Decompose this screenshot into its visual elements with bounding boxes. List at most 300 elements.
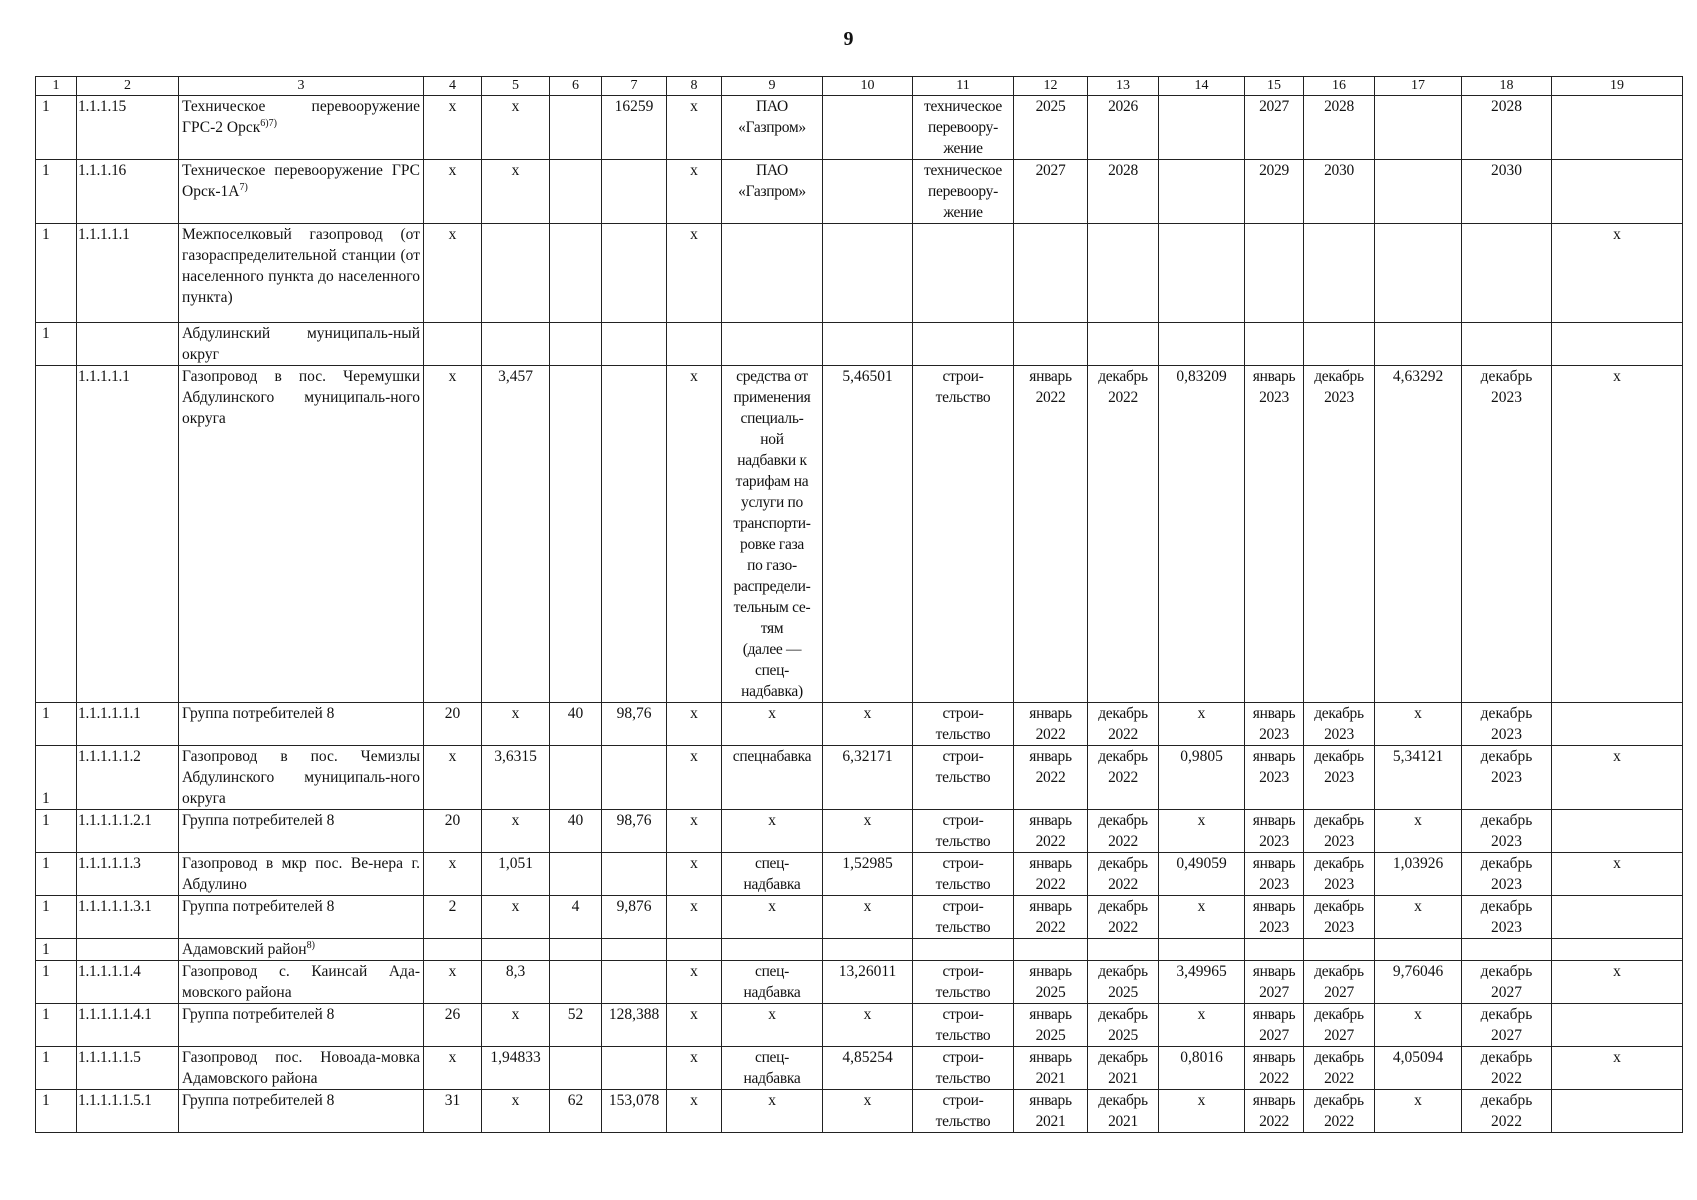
table-cell-col-5: 3,6315 bbox=[482, 746, 550, 810]
table-cell-col-4: 2 bbox=[424, 896, 482, 939]
table-cell-col-3 bbox=[179, 810, 424, 853]
table-cell-col-9: x bbox=[722, 1004, 823, 1047]
table-cell-col-11: строи- тельство bbox=[913, 853, 1014, 896]
table-cell-col-5: x bbox=[482, 160, 550, 224]
table-cell-col-2: 1.1.1.15 bbox=[77, 96, 179, 160]
table-cell-col-8: x bbox=[667, 961, 722, 1004]
table-cell-col-6 bbox=[550, 323, 602, 366]
table-cell-col-16: декабрь 2023 bbox=[1304, 896, 1375, 939]
table-cell-col-4: x bbox=[424, 853, 482, 896]
table-cell-col-7: 153,078 bbox=[602, 1090, 667, 1133]
table-cell-col-6 bbox=[550, 746, 602, 810]
table-cell-col-10: x bbox=[823, 896, 913, 939]
table-cell-col-4 bbox=[424, 939, 482, 961]
table-cell-col-10 bbox=[823, 96, 913, 160]
table-cell-col-17 bbox=[1375, 224, 1462, 323]
column-header: 6 bbox=[550, 77, 602, 96]
table-cell-col-16: декабрь 2023 bbox=[1304, 366, 1375, 703]
table-cell-col-3 bbox=[179, 703, 424, 746]
column-header: 3 bbox=[179, 77, 424, 96]
table-cell-col-10 bbox=[823, 939, 913, 961]
table-cell-col-14: 0,49059 bbox=[1159, 853, 1245, 896]
column-header: 15 bbox=[1245, 77, 1304, 96]
column-header: 5 bbox=[482, 77, 550, 96]
table-cell-col-17: x bbox=[1375, 1090, 1462, 1133]
table-row bbox=[36, 896, 1683, 939]
table-cell-col-16 bbox=[1304, 323, 1375, 366]
table-cell-col-3 bbox=[179, 1047, 424, 1090]
row-title: Газопровод пос. Новоада-мовка Адамовского района bbox=[182, 1049, 420, 1087]
table-cell-col-18 bbox=[1462, 224, 1552, 323]
table-cell-col-19: x bbox=[1552, 224, 1683, 323]
table-cell-col-14: 0,83209 bbox=[1159, 366, 1245, 703]
table-cell-col-9: x bbox=[722, 896, 823, 939]
table-cell-col-13: декабрь 2021 bbox=[1088, 1090, 1159, 1133]
table-cell-col-19 bbox=[1552, 1004, 1683, 1047]
table-row bbox=[36, 810, 1683, 853]
column-header: 9 bbox=[722, 77, 823, 96]
table-cell-col-13 bbox=[1088, 323, 1159, 366]
table-cell-col-15: январь 2023 bbox=[1245, 703, 1304, 746]
table-cell-col-12: январь 2022 bbox=[1014, 810, 1088, 853]
table-cell-col-2: 1.1.1.1.1.4.1 bbox=[77, 1004, 179, 1047]
table-cell-col-13: декабрь 2022 bbox=[1088, 366, 1159, 703]
table-cell-col-12: январь 2022 bbox=[1014, 703, 1088, 746]
table-cell-col-17: x bbox=[1375, 1004, 1462, 1047]
table-row bbox=[36, 323, 1683, 366]
table-cell-col-16: декабрь 2027 bbox=[1304, 1004, 1375, 1047]
table-cell-col-8: x bbox=[667, 366, 722, 703]
table-cell-col-6: 62 bbox=[550, 1090, 602, 1133]
table-cell-col-14 bbox=[1159, 939, 1245, 961]
table-cell-col-3 bbox=[179, 366, 424, 703]
table-cell-col-11 bbox=[913, 323, 1014, 366]
table-cell-col-3 bbox=[179, 746, 424, 810]
table-cell-col-11: строи- тельство bbox=[913, 1004, 1014, 1047]
table-cell-col-2 bbox=[77, 323, 179, 366]
table-cell-col-4: x bbox=[424, 96, 482, 160]
row-title: Межпоселковый газопровод (от газораспределительной станции (от населенного пункта до населенного пункта) bbox=[182, 226, 420, 306]
table-cell-col-18: декабрь 2023 bbox=[1462, 896, 1552, 939]
table-cell-col-1: 1 bbox=[36, 896, 77, 939]
table-cell-col-4: 20 bbox=[424, 703, 482, 746]
table-cell-col-14 bbox=[1159, 224, 1245, 323]
table-cell-col-16: декабрь 2022 bbox=[1304, 1090, 1375, 1133]
table-cell-col-7 bbox=[602, 746, 667, 810]
table-cell-col-4: x bbox=[424, 746, 482, 810]
table-cell-col-15: январь 2023 bbox=[1245, 810, 1304, 853]
table-cell-col-3 bbox=[179, 961, 424, 1004]
table-cell-col-7: 16259 bbox=[602, 96, 667, 160]
table-cell-col-16: 2030 bbox=[1304, 160, 1375, 224]
table-cell-col-17: 4,05094 bbox=[1375, 1047, 1462, 1090]
row-title: Группа потребителей 8 bbox=[182, 812, 335, 829]
table-cell-col-15: январь 2022 bbox=[1245, 1047, 1304, 1090]
table-cell-col-4 bbox=[424, 323, 482, 366]
table-cell-col-15: январь 2023 bbox=[1245, 366, 1304, 703]
column-header: 13 bbox=[1088, 77, 1159, 96]
row-title: Газопровод в пос. Черемушки Абдулинского муниципаль-ного округа bbox=[182, 368, 420, 427]
table-cell-col-13 bbox=[1088, 224, 1159, 323]
table-cell-col-14: x bbox=[1159, 703, 1245, 746]
table-row bbox=[36, 961, 1683, 1004]
table-cell-col-1: 1 bbox=[36, 323, 77, 366]
column-header: 14 bbox=[1159, 77, 1245, 96]
table-cell-col-16: декабрь 2023 bbox=[1304, 853, 1375, 896]
row-title: Группа потребителей 8 bbox=[182, 898, 335, 915]
table-cell-col-11: строи- тельство bbox=[913, 961, 1014, 1004]
table-cell-col-14: 0,8016 bbox=[1159, 1047, 1245, 1090]
table-cell-col-8: x bbox=[667, 160, 722, 224]
table-cell-col-7: 98,76 bbox=[602, 703, 667, 746]
table-row bbox=[36, 853, 1683, 896]
table-cell-col-19: x bbox=[1552, 961, 1683, 1004]
table-cell-col-13 bbox=[1088, 939, 1159, 961]
table-cell-col-19 bbox=[1552, 96, 1683, 160]
table-cell-col-1: 1 bbox=[36, 96, 77, 160]
table-cell-col-9: x bbox=[722, 810, 823, 853]
table-cell-col-2: 1.1.1.1.1.1 bbox=[77, 703, 179, 746]
table-cell-col-2: 1.1.1.1.1.4 bbox=[77, 961, 179, 1004]
table-cell-col-4: x bbox=[424, 1047, 482, 1090]
table-cell-col-3 bbox=[179, 224, 424, 323]
table-cell-col-16 bbox=[1304, 224, 1375, 323]
table-cell-col-5: x bbox=[482, 1090, 550, 1133]
table-cell-col-1: 1 bbox=[36, 160, 77, 224]
table-cell-col-12: январь 2022 bbox=[1014, 896, 1088, 939]
table-cell-col-1: 1 bbox=[36, 1090, 77, 1133]
table-cell-col-4: 20 bbox=[424, 810, 482, 853]
table-cell-col-18: 2030 bbox=[1462, 160, 1552, 224]
table-cell-col-2: 1.1.1.1.1.3 bbox=[77, 853, 179, 896]
column-header: 1 bbox=[36, 77, 77, 96]
table-cell-col-5: x bbox=[482, 703, 550, 746]
table-cell-col-1: 1 bbox=[36, 746, 77, 810]
table-cell-col-12: январь 2021 bbox=[1014, 1090, 1088, 1133]
table-cell-col-6 bbox=[550, 1047, 602, 1090]
table-cell-col-5: x bbox=[482, 810, 550, 853]
table-cell-col-11 bbox=[913, 224, 1014, 323]
table-cell-col-12: январь 2022 bbox=[1014, 853, 1088, 896]
table-cell-col-11: строи- тельство bbox=[913, 1090, 1014, 1133]
table-cell-col-5: x bbox=[482, 96, 550, 160]
table-cell-col-15: январь 2023 bbox=[1245, 853, 1304, 896]
table-cell-col-8 bbox=[667, 323, 722, 366]
table-cell-col-2 bbox=[77, 939, 179, 961]
table-row bbox=[36, 1090, 1683, 1133]
table-cell-col-9 bbox=[722, 323, 823, 366]
table-cell-col-17 bbox=[1375, 96, 1462, 160]
table-cell-col-18 bbox=[1462, 323, 1552, 366]
table-cell-col-6 bbox=[550, 160, 602, 224]
table-cell-col-13: декабрь 2022 bbox=[1088, 810, 1159, 853]
table-cell-col-19: x bbox=[1552, 746, 1683, 810]
table-cell-col-15 bbox=[1245, 939, 1304, 961]
table-cell-col-13: декабрь 2022 bbox=[1088, 703, 1159, 746]
table-cell-col-13: декабрь 2025 bbox=[1088, 961, 1159, 1004]
table-cell-col-12 bbox=[1014, 939, 1088, 961]
table-cell-col-9: спец- надбавка bbox=[722, 1047, 823, 1090]
table-cell-col-5 bbox=[482, 224, 550, 323]
table-cell-col-18 bbox=[1462, 939, 1552, 961]
table-row bbox=[36, 1047, 1683, 1090]
table-cell-col-17: 5,34121 bbox=[1375, 746, 1462, 810]
table-cell-col-17: x bbox=[1375, 896, 1462, 939]
table-cell-col-15: 2027 bbox=[1245, 96, 1304, 160]
table-cell-col-8: x bbox=[667, 1090, 722, 1133]
table-cell-col-10: 5,46501 bbox=[823, 366, 913, 703]
table-cell-col-2: 1.1.1.16 bbox=[77, 160, 179, 224]
table-row bbox=[36, 366, 1683, 703]
table-cell-col-19 bbox=[1552, 896, 1683, 939]
table-row bbox=[36, 703, 1683, 746]
table-cell-col-11: строи- тельство bbox=[913, 1047, 1014, 1090]
table-cell-col-8: x bbox=[667, 96, 722, 160]
table-cell-col-3 bbox=[179, 1090, 424, 1133]
table-cell-col-16: декабрь 2022 bbox=[1304, 1047, 1375, 1090]
table-cell-col-7 bbox=[602, 366, 667, 703]
table-row bbox=[36, 1004, 1683, 1047]
table-cell-col-9: x bbox=[722, 703, 823, 746]
table-cell-col-6: 4 bbox=[550, 896, 602, 939]
table-cell-col-6 bbox=[550, 96, 602, 160]
table-cell-col-10 bbox=[823, 224, 913, 323]
table-cell-col-14: x bbox=[1159, 1004, 1245, 1047]
table-cell-col-12: 2027 bbox=[1014, 160, 1088, 224]
row-title: Газопровод с. Каинсай Ада-мовского района bbox=[182, 963, 420, 1001]
data-table bbox=[35, 76, 1683, 1133]
table-cell-col-8: x bbox=[667, 853, 722, 896]
table-cell-col-14 bbox=[1159, 96, 1245, 160]
table-cell-col-3 bbox=[179, 939, 424, 961]
header-row bbox=[36, 77, 1683, 96]
table-cell-col-11: строи- тельство bbox=[913, 366, 1014, 703]
table-cell-col-11: строи- тельство bbox=[913, 896, 1014, 939]
table-cell-col-12: январь 2021 bbox=[1014, 1047, 1088, 1090]
table-cell-col-7 bbox=[602, 224, 667, 323]
table-cell-col-10 bbox=[823, 323, 913, 366]
table-cell-col-12: 2025 bbox=[1014, 96, 1088, 160]
table-cell-col-12: январь 2025 bbox=[1014, 961, 1088, 1004]
table-cell-col-17: 4,63292 bbox=[1375, 366, 1462, 703]
table-cell-col-17 bbox=[1375, 323, 1462, 366]
table-cell-col-13: 2026 bbox=[1088, 96, 1159, 160]
footnote-marker: 6)7) bbox=[260, 117, 277, 129]
column-header: 17 bbox=[1375, 77, 1462, 96]
table-cell-col-18: декабрь 2023 bbox=[1462, 746, 1552, 810]
table-cell-col-2: 1.1.1.1.1.5 bbox=[77, 1047, 179, 1090]
table-cell-col-4: 31 bbox=[424, 1090, 482, 1133]
row-title: Группа потребителей 8 bbox=[182, 705, 335, 722]
table-cell-col-3 bbox=[179, 160, 424, 224]
table-cell-col-8: x bbox=[667, 746, 722, 810]
table-cell-col-6: 40 bbox=[550, 703, 602, 746]
table-cell-col-17: x bbox=[1375, 810, 1462, 853]
table-cell-col-11: техническое перевоору- жение bbox=[913, 96, 1014, 160]
table-cell-col-1: 1 bbox=[36, 961, 77, 1004]
table-cell-col-5: 8,3 bbox=[482, 961, 550, 1004]
table-cell-col-11: строи- тельство bbox=[913, 703, 1014, 746]
table-cell-col-9: спец- надбавка bbox=[722, 853, 823, 896]
table-cell-col-17 bbox=[1375, 939, 1462, 961]
table-cell-col-18: декабрь 2023 bbox=[1462, 366, 1552, 703]
table-cell-col-7: 98,76 bbox=[602, 810, 667, 853]
table-cell-col-8: x bbox=[667, 703, 722, 746]
table-cell-col-12: январь 2022 bbox=[1014, 746, 1088, 810]
table-cell-col-13: 2028 bbox=[1088, 160, 1159, 224]
table-cell-col-19 bbox=[1552, 939, 1683, 961]
table-cell-col-2: 1.1.1.1.1 bbox=[77, 224, 179, 323]
table-cell-col-6 bbox=[550, 366, 602, 703]
table-cell-col-4: x bbox=[424, 224, 482, 323]
table-cell-col-10: 6,32171 bbox=[823, 746, 913, 810]
table-cell-col-15: 2029 bbox=[1245, 160, 1304, 224]
table-cell-col-9: x bbox=[722, 1090, 823, 1133]
table-cell-col-7 bbox=[602, 939, 667, 961]
column-header: 16 bbox=[1304, 77, 1375, 96]
table-cell-col-15: январь 2027 bbox=[1245, 961, 1304, 1004]
table-cell-col-3 bbox=[179, 96, 424, 160]
column-header: 19 bbox=[1552, 77, 1683, 96]
table-cell-col-3 bbox=[179, 896, 424, 939]
table-cell-col-1: 1 bbox=[36, 224, 77, 323]
column-header: 11 bbox=[913, 77, 1014, 96]
footnote-marker: 8) bbox=[306, 939, 315, 951]
table-cell-col-13: декабрь 2022 bbox=[1088, 746, 1159, 810]
row-title: Техническое перевооружение ГРС-2 Орск bbox=[182, 98, 420, 136]
table-cell-col-3 bbox=[179, 853, 424, 896]
table-cell-col-18: 2028 bbox=[1462, 96, 1552, 160]
row-title: Газопровод в мкр пос. Ве-нера г. Абдулино bbox=[182, 855, 420, 893]
table-cell-col-5: 1,051 bbox=[482, 853, 550, 896]
row-title: Абдулинский муниципаль-ный округ bbox=[182, 325, 420, 363]
table-cell-col-13: декабрь 2022 bbox=[1088, 896, 1159, 939]
table-cell-col-7: 9,876 bbox=[602, 896, 667, 939]
table-cell-col-13: декабрь 2025 bbox=[1088, 1004, 1159, 1047]
table-cell-col-5: x bbox=[482, 896, 550, 939]
table-cell-col-10: x bbox=[823, 810, 913, 853]
table-cell-col-1: 1 bbox=[36, 1004, 77, 1047]
table-cell-col-2: 1.1.1.1.1.5.1 bbox=[77, 1090, 179, 1133]
table-cell-col-17: 9,76046 bbox=[1375, 961, 1462, 1004]
table-cell-col-16: декабрь 2023 bbox=[1304, 746, 1375, 810]
table-cell-col-13: декабрь 2021 bbox=[1088, 1047, 1159, 1090]
table-cell-col-19 bbox=[1552, 703, 1683, 746]
table-cell-col-1: 1 bbox=[36, 853, 77, 896]
table-cell-col-9: средства от применения специаль- ной надбавки к тарифам на услуги по транспорти- ровке газа по газо- распредели- тельным се- тям (далее — спец- надбавка) bbox=[722, 366, 823, 703]
table-cell-col-16: 2028 bbox=[1304, 96, 1375, 160]
table-cell-col-4: x bbox=[424, 961, 482, 1004]
table-cell-col-9: ПАО «Газпром» bbox=[722, 96, 823, 160]
table-cell-col-18: декабрь 2023 bbox=[1462, 703, 1552, 746]
table-cell-col-16: декабрь 2023 bbox=[1304, 810, 1375, 853]
table-cell-col-1: 1 bbox=[36, 939, 77, 961]
table-cell-col-16: декабрь 2023 bbox=[1304, 703, 1375, 746]
table-cell-col-10: 13,26011 bbox=[823, 961, 913, 1004]
table-cell-col-1: 1 bbox=[36, 810, 77, 853]
table-cell-col-18: декабрь 2023 bbox=[1462, 853, 1552, 896]
page-number: 9 bbox=[843, 28, 854, 50]
column-header: 2 bbox=[77, 77, 179, 96]
row-title: Адамовский район bbox=[182, 941, 307, 958]
table-cell-col-19 bbox=[1552, 1090, 1683, 1133]
table-cell-col-1: 1 bbox=[36, 1047, 77, 1090]
table-cell-col-15: январь 2022 bbox=[1245, 1090, 1304, 1133]
table-cell-col-1: 1 bbox=[36, 703, 77, 746]
row-title: Группа потребителей 8 bbox=[182, 1006, 335, 1023]
table-cell-col-12: январь 2025 bbox=[1014, 1004, 1088, 1047]
table-cell-col-19: x bbox=[1552, 366, 1683, 703]
column-header: 4 bbox=[424, 77, 482, 96]
table-cell-col-5 bbox=[482, 939, 550, 961]
table-cell-col-3 bbox=[179, 1004, 424, 1047]
table-cell-col-5: 3,457 bbox=[482, 366, 550, 703]
row-title: Техническое перевооружение ГРС Орск-1А bbox=[182, 162, 420, 200]
table-cell-col-10: x bbox=[823, 1004, 913, 1047]
table-row bbox=[36, 746, 1683, 810]
table-cell-col-19 bbox=[1552, 810, 1683, 853]
table-cell-col-14 bbox=[1159, 160, 1245, 224]
table-cell-col-10: 4,85254 bbox=[823, 1047, 913, 1090]
table-row bbox=[36, 160, 1683, 224]
table-cell-col-8 bbox=[667, 939, 722, 961]
table-cell-col-15 bbox=[1245, 224, 1304, 323]
table-cell-col-7 bbox=[602, 961, 667, 1004]
table-cell-col-17: x bbox=[1375, 703, 1462, 746]
table-cell-col-2: 1.1.1.1.1.2 bbox=[77, 746, 179, 810]
table-cell-col-11: техническое перевоору- жение bbox=[913, 160, 1014, 224]
table-row bbox=[36, 224, 1683, 323]
table-cell-col-7 bbox=[602, 853, 667, 896]
table-cell-col-12 bbox=[1014, 323, 1088, 366]
table-cell-col-12 bbox=[1014, 224, 1088, 323]
table-cell-col-6 bbox=[550, 853, 602, 896]
table-cell-col-11: строи- тельство bbox=[913, 810, 1014, 853]
table-cell-col-19 bbox=[1552, 160, 1683, 224]
table-cell-col-3 bbox=[179, 323, 424, 366]
row-title: Газопровод в пос. Чемизлы Абдулинского муниципаль-ного округа bbox=[182, 748, 420, 807]
table-cell-col-6 bbox=[550, 224, 602, 323]
table-cell-col-15: январь 2023 bbox=[1245, 896, 1304, 939]
table-cell-col-5: x bbox=[482, 1004, 550, 1047]
table-cell-col-15 bbox=[1245, 323, 1304, 366]
table-cell-col-19: x bbox=[1552, 853, 1683, 896]
table-cell-col-8: x bbox=[667, 1047, 722, 1090]
table-cell-col-14 bbox=[1159, 323, 1245, 366]
table-cell-col-18: декабрь 2027 bbox=[1462, 961, 1552, 1004]
table-cell-col-14: x bbox=[1159, 810, 1245, 853]
table-cell-col-18: декабрь 2022 bbox=[1462, 1047, 1552, 1090]
table-cell-col-9: ПАО «Газпром» bbox=[722, 160, 823, 224]
table-cell-col-16: декабрь 2027 bbox=[1304, 961, 1375, 1004]
table-cell-col-18: декабрь 2022 bbox=[1462, 1090, 1552, 1133]
table-cell-col-10: x bbox=[823, 1090, 913, 1133]
table-cell-col-14: x bbox=[1159, 896, 1245, 939]
table-cell-col-6: 40 bbox=[550, 810, 602, 853]
table-cell-col-14: 0,9805 bbox=[1159, 746, 1245, 810]
column-header: 10 bbox=[823, 77, 913, 96]
table-cell-col-5 bbox=[482, 323, 550, 366]
table-cell-col-1 bbox=[36, 366, 77, 703]
table-cell-col-18: декабрь 2027 bbox=[1462, 1004, 1552, 1047]
table-cell-col-10: 1,52985 bbox=[823, 853, 913, 896]
table-row bbox=[36, 96, 1683, 160]
table-cell-col-4: x bbox=[424, 366, 482, 703]
table-cell-col-19 bbox=[1552, 323, 1683, 366]
table-cell-col-15: январь 2023 bbox=[1245, 746, 1304, 810]
table-cell-col-8: x bbox=[667, 224, 722, 323]
table-cell-col-8: x bbox=[667, 810, 722, 853]
